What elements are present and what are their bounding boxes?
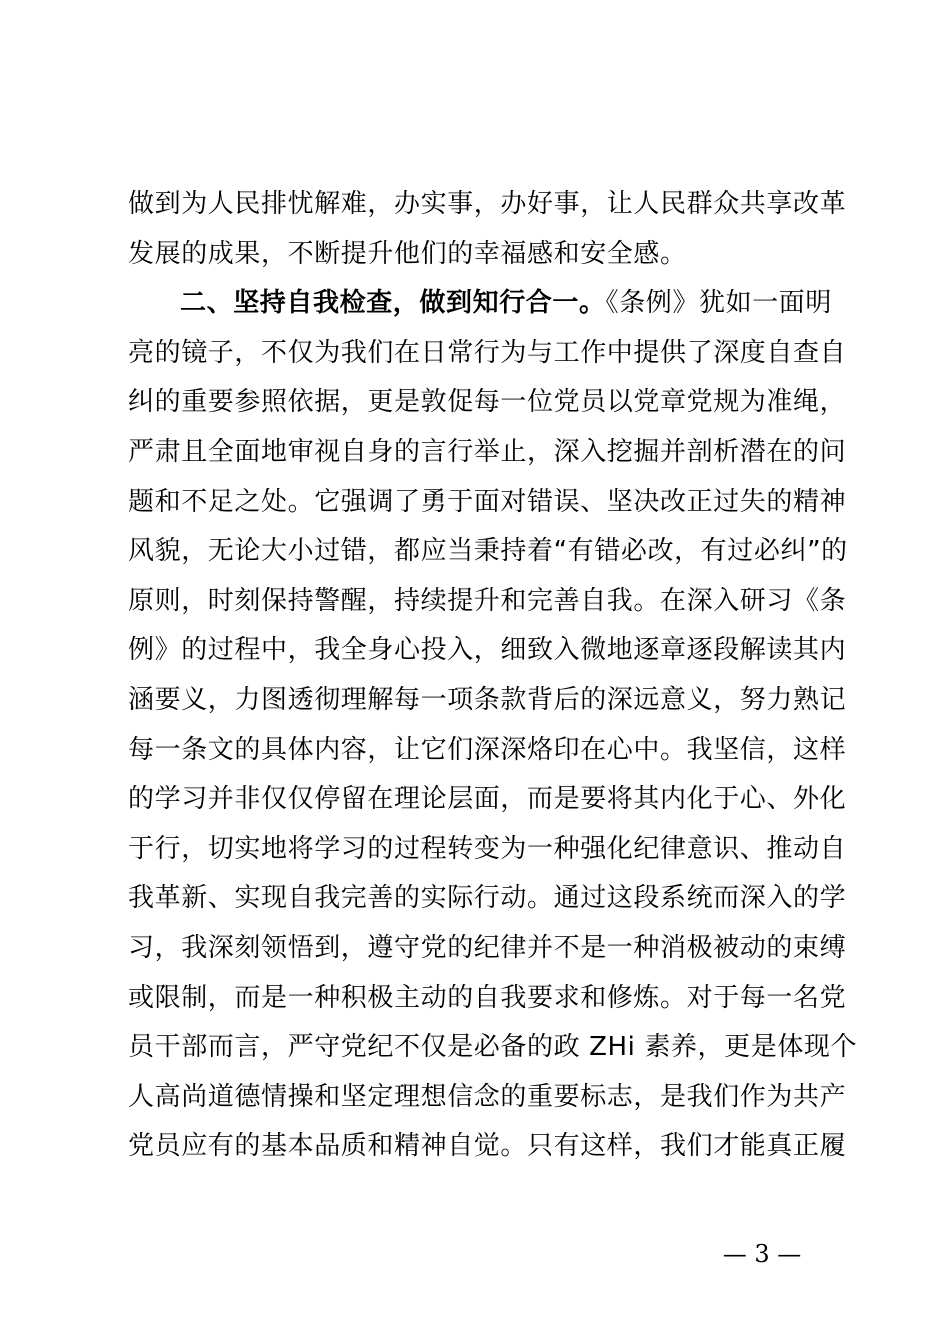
text-line: 于行，切实地将学习的过程转变为一种强化纪律意识、推动自: [128, 833, 847, 864]
text-line: 例》的过程中，我全身心投入，细致入微地逐章逐段解读其内: [128, 635, 847, 666]
text-line: 涵要义，力图透彻理解每一项条款背后的深远意义，努力熟记: [128, 684, 847, 715]
text-line: 风貌，无论大小过错，都应当秉持着“有错必改，有过必纠”的: [128, 536, 848, 567]
text-line: 党员应有的基本品质和精神自觉。只有这样，我们才能真正履: [128, 1131, 847, 1162]
text-line: 的学习并非仅仅停留在理论层面，而是要将其内化于心、外化: [128, 784, 847, 815]
text-line: 亮的镜子，不仅为我们在日常行为与工作中提供了深度自查自: [128, 337, 847, 368]
text-line: 员干部而言，严守党纪不仅是必备的政 ZHi 素养，更是体现个: [128, 1032, 858, 1063]
body-text: [128, 180, 858, 1172]
section-first-line: [128, 279, 832, 329]
text-line: 人高尚道德情操和坚定理想信念的重要标志，是我们作为共产: [128, 1081, 847, 1112]
text-line: 或限制，而是一种积极主动的自我要求和修炼。对于每一名党: [128, 982, 847, 1013]
text-line: 纠的重要参照依据，更是敦促每一位党员以党章党规为准绳，: [128, 387, 847, 418]
text-line: 原则，时刻保持警醒，持续提升和完善自我。在深入研习《条: [128, 585, 847, 616]
text-line: 发展的成果，不断提升他们的幸福感和安全感。: [128, 238, 687, 269]
text-line: 我革新、实现自我完善的实际行动。通过这段系统而深入的学: [128, 883, 847, 914]
section-first-line-rest: 《条例》犹如一面明: [605, 288, 833, 319]
text-line: 习，我深刻领悟到，遵守党的纪律并不是一种消极被动的束缚: [128, 932, 847, 963]
text-line: 每一条文的具体内容，让它们深深烙印在心中。我坚信，这样: [128, 734, 847, 765]
text-line: 严肃且全面地审视自身的言行举止，深入挖掘并剖析潜在的问: [128, 436, 847, 467]
text-line: 题和不足之处。它强调了勇于面对错误、坚决改正过失的精神: [128, 486, 847, 517]
page-number: — 3 —: [722, 1240, 802, 1268]
text-line: 做到为人民排忧解难，办实事，办好事，让人民群众共享改革: [128, 189, 847, 219]
section-heading: 二、坚持自我检查，做到知行合一。: [180, 288, 606, 319]
